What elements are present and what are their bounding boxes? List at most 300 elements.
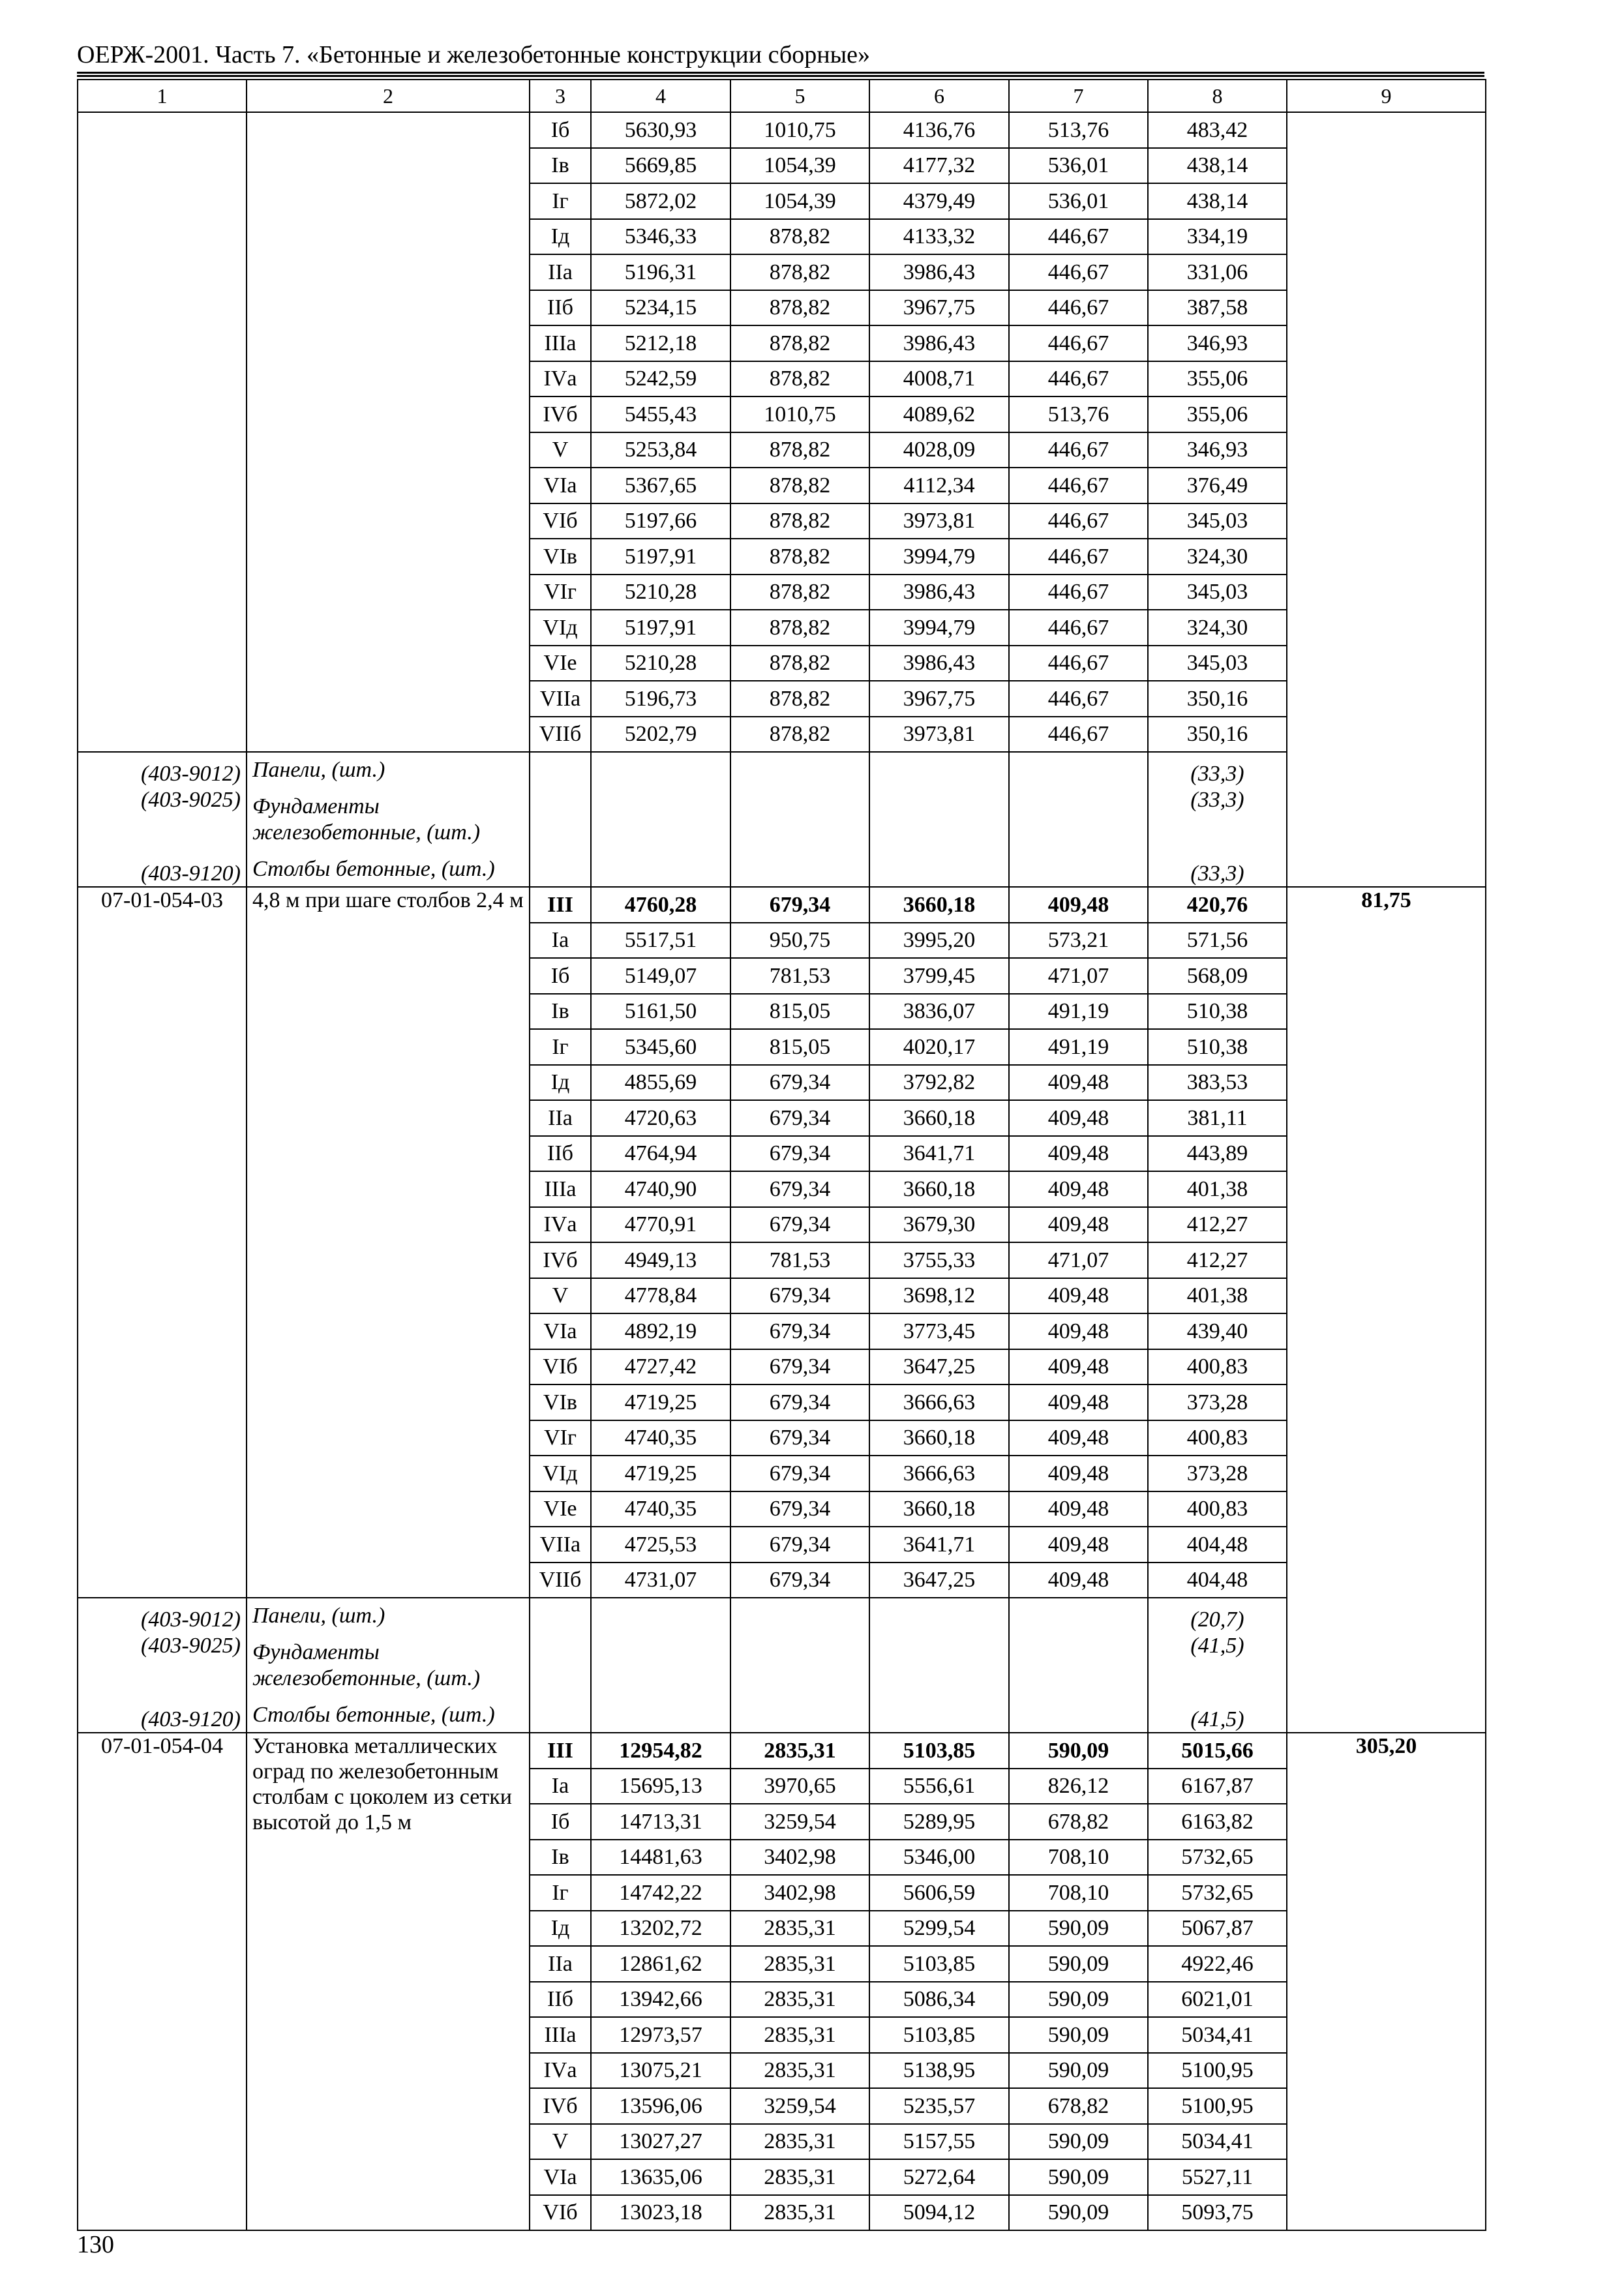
value-cell: 409,48 — [1009, 1491, 1148, 1527]
value-cell: 446,67 — [1009, 575, 1148, 610]
value-cell: 4731,07 — [591, 1563, 730, 1598]
empty-cell — [730, 1633, 869, 1698]
resource-code: (403-9012) — [78, 752, 247, 787]
value-cell: 446,67 — [1009, 539, 1148, 575]
empty-cell — [530, 787, 591, 852]
resource-code: (403-9025) — [78, 1633, 247, 1698]
value-cell: 513,76 — [1009, 396, 1148, 432]
value-cell: 13635,06 — [591, 2159, 730, 2195]
value-cell: 878,82 — [730, 219, 869, 255]
value-cell: 5517,51 — [591, 923, 730, 959]
value-cell: 5149,07 — [591, 958, 730, 994]
zone-cell: IVб — [530, 1242, 591, 1278]
empty-cell — [730, 787, 869, 852]
column-number: 6 — [869, 80, 1009, 112]
value-cell: 471,07 — [1009, 1242, 1148, 1278]
resource-code: (403-9025) — [78, 787, 247, 852]
zone-cell: III — [530, 887, 591, 923]
zone-cell: VIIб — [530, 1563, 591, 1598]
value-cell: 679,34 — [730, 1384, 869, 1420]
zone-cell: IIб — [530, 290, 591, 326]
empty-cell — [869, 787, 1009, 852]
value-cell: 590,09 — [1009, 1733, 1148, 1769]
zone-cell: IVа — [530, 2053, 591, 2089]
value-cell: 679,34 — [730, 1065, 869, 1101]
value-cell: 409,48 — [1009, 1420, 1148, 1456]
value-cell: 5161,50 — [591, 994, 730, 1030]
value-cell: 5015,66 — [1148, 1733, 1287, 1769]
column-number: 8 — [1148, 80, 1287, 112]
value-cell: 3973,81 — [869, 503, 1009, 539]
resource-quantity: (41,5) — [1148, 1633, 1287, 1698]
value-cell: 409,48 — [1009, 1207, 1148, 1243]
value-cell: 324,30 — [1148, 539, 1287, 575]
value-cell: 590,09 — [1009, 1946, 1148, 1982]
value-cell: 510,38 — [1148, 994, 1287, 1030]
value-cell: 781,53 — [730, 958, 869, 994]
value-cell: 5732,65 — [1148, 1875, 1287, 1911]
value-cell: 878,82 — [730, 254, 869, 290]
value-cell: 446,67 — [1009, 325, 1148, 361]
value-cell: 5202,79 — [591, 717, 730, 753]
value-cell: 4727,42 — [591, 1349, 730, 1385]
value-cell: 781,53 — [730, 1242, 869, 1278]
value-cell: 878,82 — [730, 290, 869, 326]
column-number: 1 — [78, 80, 247, 112]
value-cell: 381,11 — [1148, 1100, 1287, 1136]
value-cell: 355,06 — [1148, 396, 1287, 432]
empty-cell — [730, 852, 869, 888]
resource-name: Столбы бетонные, (шт.) — [247, 852, 530, 888]
zone-cell: Iб — [530, 1804, 591, 1840]
empty-cell — [730, 1598, 869, 1633]
labor-cost-cell: 81,75 — [1287, 887, 1486, 1733]
value-cell: 679,34 — [730, 1527, 869, 1563]
value-cell: 5455,43 — [591, 396, 730, 432]
value-cell: 878,82 — [730, 646, 869, 681]
value-cell: 5067,87 — [1148, 1911, 1287, 1947]
value-cell: 4112,34 — [869, 468, 1009, 503]
value-cell: 3967,75 — [869, 290, 1009, 326]
value-cell: 510,38 — [1148, 1029, 1287, 1065]
value-cell: 409,48 — [1009, 1313, 1148, 1349]
column-number: 3 — [530, 80, 591, 112]
zone-cell: IIIа — [530, 325, 591, 361]
value-cell: 4922,46 — [1148, 1946, 1287, 1982]
zone-cell: IIб — [530, 1982, 591, 2018]
zone-cell: VIг — [530, 575, 591, 610]
value-cell: 4725,53 — [591, 1527, 730, 1563]
empty-cell — [591, 1698, 730, 1733]
value-cell: 513,76 — [1009, 112, 1148, 148]
value-cell: 13942,66 — [591, 1982, 730, 2018]
value-cell: 1054,39 — [730, 148, 869, 184]
value-cell: 6021,01 — [1148, 1982, 1287, 2018]
value-cell: 13075,21 — [591, 2053, 730, 2089]
zone-cell: VIIа — [530, 1527, 591, 1563]
zone-cell: V — [530, 1278, 591, 1314]
value-cell: 5253,84 — [591, 432, 730, 468]
empty-cell — [530, 752, 591, 787]
value-cell: 401,38 — [1148, 1278, 1287, 1314]
empty-cell — [869, 1598, 1009, 1633]
value-cell: 446,67 — [1009, 717, 1148, 753]
zone-cell: Iд — [530, 1911, 591, 1947]
value-cell: 590,09 — [1009, 2195, 1148, 2231]
value-cell: 4760,28 — [591, 887, 730, 923]
rate-description-cell: 4,8 м при шаге столбов 2,4 м — [247, 887, 530, 1598]
value-cell: 383,53 — [1148, 1065, 1287, 1101]
zone-cell: Iа — [530, 1769, 591, 1804]
zone-cell: VIе — [530, 646, 591, 681]
zone-cell: IIа — [530, 1946, 591, 1982]
value-cell: 446,67 — [1009, 432, 1148, 468]
empty-cell — [869, 1698, 1009, 1733]
value-cell: 2835,31 — [730, 2053, 869, 2089]
column-number: 5 — [730, 80, 869, 112]
value-cell: 678,82 — [1009, 2088, 1148, 2124]
value-cell: 14713,31 — [591, 1804, 730, 1840]
table-row — [78, 112, 1486, 148]
value-cell: 5103,85 — [869, 2017, 1009, 2053]
value-cell: 346,93 — [1148, 432, 1287, 468]
value-cell: 404,48 — [1148, 1563, 1287, 1598]
rate-code-cell — [78, 112, 247, 752]
value-cell: 5197,66 — [591, 503, 730, 539]
zone-cell: Iв — [530, 994, 591, 1030]
value-cell: 708,10 — [1009, 1875, 1148, 1911]
value-cell: 4720,63 — [591, 1100, 730, 1136]
value-cell: 2835,31 — [730, 1733, 869, 1769]
value-cell: 4028,09 — [869, 432, 1009, 468]
value-cell: 4719,25 — [591, 1456, 730, 1491]
zone-cell: VIв — [530, 1384, 591, 1420]
value-cell: 345,03 — [1148, 503, 1287, 539]
value-cell: 679,34 — [730, 1171, 869, 1207]
value-cell: 815,05 — [730, 994, 869, 1030]
empty-cell — [1009, 787, 1148, 852]
value-cell: 404,48 — [1148, 1527, 1287, 1563]
zone-cell: IVа — [530, 1207, 591, 1243]
rate-description-cell — [247, 112, 530, 752]
value-cell: 3647,25 — [869, 1563, 1009, 1598]
value-cell: 438,14 — [1148, 183, 1287, 219]
value-cell: 13596,06 — [591, 2088, 730, 2124]
value-cell: 3660,18 — [869, 1420, 1009, 1456]
value-cell: 3986,43 — [869, 325, 1009, 361]
value-cell: 5034,41 — [1148, 2017, 1287, 2053]
value-cell: 4008,71 — [869, 361, 1009, 397]
value-cell: 2835,31 — [730, 1911, 869, 1947]
empty-cell — [869, 752, 1009, 787]
value-cell: 3799,45 — [869, 958, 1009, 994]
resource-name: Панели, (шт.) — [247, 752, 530, 787]
empty-cell — [1009, 1633, 1148, 1698]
zone-cell: IIа — [530, 254, 591, 290]
value-cell: 4764,94 — [591, 1136, 730, 1172]
zone-cell: IIа — [530, 1100, 591, 1136]
value-cell: 3647,25 — [869, 1349, 1009, 1385]
value-cell: 5212,18 — [591, 325, 730, 361]
value-cell: 409,48 — [1009, 1065, 1148, 1101]
resource-row — [78, 852, 1486, 888]
value-cell: 4770,91 — [591, 1207, 730, 1243]
value-cell: 3679,30 — [869, 1207, 1009, 1243]
value-cell: 4855,69 — [591, 1065, 730, 1101]
value-cell: 6167,87 — [1148, 1769, 1287, 1804]
value-cell: 3698,12 — [869, 1278, 1009, 1314]
value-cell: 5234,15 — [591, 290, 730, 326]
value-cell: 3259,54 — [730, 2088, 869, 2124]
value-cell: 5197,91 — [591, 539, 730, 575]
value-cell: 3836,07 — [869, 994, 1009, 1030]
value-cell: 483,42 — [1148, 112, 1287, 148]
empty-cell — [591, 752, 730, 787]
value-cell: 4133,32 — [869, 219, 1009, 255]
resource-code: (403-9120) — [78, 852, 247, 888]
value-cell: 471,07 — [1009, 958, 1148, 994]
zone-cell: Iа — [530, 923, 591, 959]
value-cell: 5367,65 — [591, 468, 730, 503]
value-cell: 446,67 — [1009, 503, 1148, 539]
value-cell: 409,48 — [1009, 887, 1148, 923]
value-cell: 6163,82 — [1148, 1804, 1287, 1840]
value-cell: 5346,33 — [591, 219, 730, 255]
value-cell: 15695,13 — [591, 1769, 730, 1804]
resource-name: Панели, (шт.) — [247, 1598, 530, 1633]
value-cell: 3660,18 — [869, 1491, 1009, 1527]
labor-cost-cell — [1287, 112, 1486, 887]
value-cell: 412,27 — [1148, 1207, 1287, 1243]
value-cell: 3986,43 — [869, 575, 1009, 610]
value-cell: 536,01 — [1009, 183, 1148, 219]
column-number: 4 — [591, 80, 730, 112]
value-cell: 878,82 — [730, 325, 869, 361]
empty-cell — [530, 1698, 591, 1733]
value-cell: 446,67 — [1009, 468, 1148, 503]
value-cell: 5138,95 — [869, 2053, 1009, 2089]
value-cell: 4892,19 — [591, 1313, 730, 1349]
value-cell: 5197,91 — [591, 610, 730, 646]
value-cell: 590,09 — [1009, 2053, 1148, 2089]
value-cell: 568,09 — [1148, 958, 1287, 994]
value-cell: 3994,79 — [869, 539, 1009, 575]
value-cell: 409,48 — [1009, 1563, 1148, 1598]
value-cell: 1010,75 — [730, 396, 869, 432]
value-cell: 409,48 — [1009, 1171, 1148, 1207]
column-number: 7 — [1009, 80, 1148, 112]
value-cell: 345,03 — [1148, 646, 1287, 681]
table-row — [78, 1733, 1486, 1769]
value-cell: 446,67 — [1009, 361, 1148, 397]
value-cell: 334,19 — [1148, 219, 1287, 255]
zone-cell: VIг — [530, 1420, 591, 1456]
value-cell: 536,01 — [1009, 148, 1148, 184]
value-cell: 350,16 — [1148, 681, 1287, 717]
resource-name: Фундаменты железобетонные, (шт.) — [247, 1633, 530, 1698]
value-cell: 4089,62 — [869, 396, 1009, 432]
value-cell: 1054,39 — [730, 183, 869, 219]
rate-code-cell: 07-01-054-03 — [78, 887, 247, 1598]
zone-cell: Iв — [530, 1840, 591, 1876]
value-cell: 2835,31 — [730, 2195, 869, 2231]
value-cell: 679,34 — [730, 1100, 869, 1136]
value-cell: 446,67 — [1009, 254, 1148, 290]
value-cell: 5210,28 — [591, 575, 730, 610]
resource-quantity: (33,3) — [1148, 787, 1287, 852]
value-cell: 590,09 — [1009, 1911, 1148, 1947]
resource-row — [78, 787, 1486, 852]
value-cell: 4020,17 — [869, 1029, 1009, 1065]
zone-cell: Iг — [530, 183, 591, 219]
value-cell: 4949,13 — [591, 1242, 730, 1278]
value-cell: 446,67 — [1009, 219, 1148, 255]
value-cell: 878,82 — [730, 468, 869, 503]
value-cell: 5732,65 — [1148, 1840, 1287, 1876]
zone-cell: VIIб — [530, 717, 591, 753]
resource-row — [78, 1633, 1486, 1698]
empty-cell — [1009, 752, 1148, 787]
resource-code: (403-9012) — [78, 1598, 247, 1633]
value-cell: 5157,55 — [869, 2124, 1009, 2160]
value-cell: 5196,31 — [591, 254, 730, 290]
zone-cell: Iд — [530, 219, 591, 255]
zone-cell: VIб — [530, 503, 591, 539]
value-cell: 4719,25 — [591, 1384, 730, 1420]
zone-cell: VIб — [530, 1349, 591, 1385]
value-cell: 5527,11 — [1148, 2159, 1287, 2195]
value-cell: 324,30 — [1148, 610, 1287, 646]
resource-quantity: (33,3) — [1148, 852, 1287, 888]
value-cell: 446,67 — [1009, 646, 1148, 681]
empty-cell — [591, 1633, 730, 1698]
zone-cell: Iг — [530, 1875, 591, 1911]
zone-cell: Iб — [530, 958, 591, 994]
zone-cell: VIе — [530, 1491, 591, 1527]
value-cell: 5103,85 — [869, 1946, 1009, 1982]
resource-row — [78, 752, 1486, 787]
zone-cell: VIб — [530, 2195, 591, 2231]
value-cell: 5556,61 — [869, 1769, 1009, 1804]
value-cell: 679,34 — [730, 1456, 869, 1491]
value-cell: 12861,62 — [591, 1946, 730, 1982]
value-cell: 13023,18 — [591, 2195, 730, 2231]
value-cell: 878,82 — [730, 717, 869, 753]
value-cell: 438,14 — [1148, 148, 1287, 184]
value-cell: 5210,28 — [591, 646, 730, 681]
value-cell: 400,83 — [1148, 1420, 1287, 1456]
rates-table — [77, 79, 1486, 2231]
zone-cell: VIIа — [530, 681, 591, 717]
value-cell: 679,34 — [730, 1420, 869, 1456]
value-cell: 3986,43 — [869, 646, 1009, 681]
value-cell: 13202,72 — [591, 1911, 730, 1947]
value-cell: 2835,31 — [730, 2159, 869, 2195]
value-cell: 5100,95 — [1148, 2088, 1287, 2124]
value-cell: 3660,18 — [869, 1171, 1009, 1207]
column-number: 2 — [247, 80, 530, 112]
value-cell: 409,48 — [1009, 1278, 1148, 1314]
value-cell: 5345,60 — [591, 1029, 730, 1065]
value-cell: 12954,82 — [591, 1733, 730, 1769]
value-cell: 3641,71 — [869, 1136, 1009, 1172]
zone-cell: IVа — [530, 361, 591, 397]
column-number: 9 — [1287, 80, 1486, 112]
value-cell: 409,48 — [1009, 1349, 1148, 1385]
empty-cell — [1009, 852, 1148, 888]
value-cell: 2835,31 — [730, 2017, 869, 2053]
value-cell: 590,09 — [1009, 1982, 1148, 2018]
value-cell: 815,05 — [730, 1029, 869, 1065]
zone-cell: Iг — [530, 1029, 591, 1065]
value-cell: 5299,54 — [869, 1911, 1009, 1947]
value-cell: 3402,98 — [730, 1875, 869, 1911]
value-cell: 491,19 — [1009, 994, 1148, 1030]
value-cell: 5103,85 — [869, 1733, 1009, 1769]
value-cell: 446,67 — [1009, 681, 1148, 717]
zone-cell: Iд — [530, 1065, 591, 1101]
table-row — [78, 887, 1486, 923]
page-header: ОЕРЖ-2001. Часть 7. «Бетонные и железобетонные конструкции сборные» — [77, 41, 870, 68]
value-cell: 678,82 — [1009, 1804, 1148, 1840]
value-cell: 5346,00 — [869, 1840, 1009, 1876]
value-cell: 401,38 — [1148, 1171, 1287, 1207]
empty-cell — [869, 1633, 1009, 1698]
value-cell: 355,06 — [1148, 361, 1287, 397]
value-cell: 878,82 — [730, 539, 869, 575]
zone-cell: IVб — [530, 396, 591, 432]
zone-cell: Iб — [530, 112, 591, 148]
zone-cell: IIIа — [530, 2017, 591, 2053]
empty-cell — [1009, 1698, 1148, 1733]
zone-cell: VIа — [530, 1313, 591, 1349]
zone-cell: IIб — [530, 1136, 591, 1172]
zone-cell: V — [530, 2124, 591, 2160]
empty-cell — [530, 852, 591, 888]
value-cell: 5872,02 — [591, 183, 730, 219]
value-cell: 4740,35 — [591, 1491, 730, 1527]
value-cell: 708,10 — [1009, 1840, 1148, 1876]
zone-cell: Iв — [530, 148, 591, 184]
value-cell: 3402,98 — [730, 1840, 869, 1876]
value-cell: 679,34 — [730, 1136, 869, 1172]
value-cell: 3995,20 — [869, 923, 1009, 959]
value-cell: 12973,57 — [591, 2017, 730, 2053]
value-cell: 3773,45 — [869, 1313, 1009, 1349]
value-cell: 345,03 — [1148, 575, 1287, 610]
value-cell: 1010,75 — [730, 112, 869, 148]
value-cell: 4740,90 — [591, 1171, 730, 1207]
zone-cell: VIа — [530, 468, 591, 503]
value-cell: 5289,95 — [869, 1804, 1009, 1840]
value-cell: 5093,75 — [1148, 2195, 1287, 2231]
zone-cell: V — [530, 432, 591, 468]
value-cell: 387,58 — [1148, 290, 1287, 326]
value-cell: 2835,31 — [730, 1946, 869, 1982]
value-cell: 14481,63 — [591, 1840, 730, 1876]
value-cell: 5630,93 — [591, 112, 730, 148]
value-cell: 3641,71 — [869, 1527, 1009, 1563]
resource-row — [78, 1698, 1486, 1733]
value-cell: 878,82 — [730, 575, 869, 610]
resource-quantity: (41,5) — [1148, 1698, 1287, 1733]
zone-cell: VIд — [530, 1456, 591, 1491]
resource-row — [78, 1598, 1486, 1633]
value-cell: 590,09 — [1009, 2159, 1148, 2195]
value-cell: 679,34 — [730, 1563, 869, 1598]
value-cell: 3994,79 — [869, 610, 1009, 646]
value-cell: 878,82 — [730, 610, 869, 646]
